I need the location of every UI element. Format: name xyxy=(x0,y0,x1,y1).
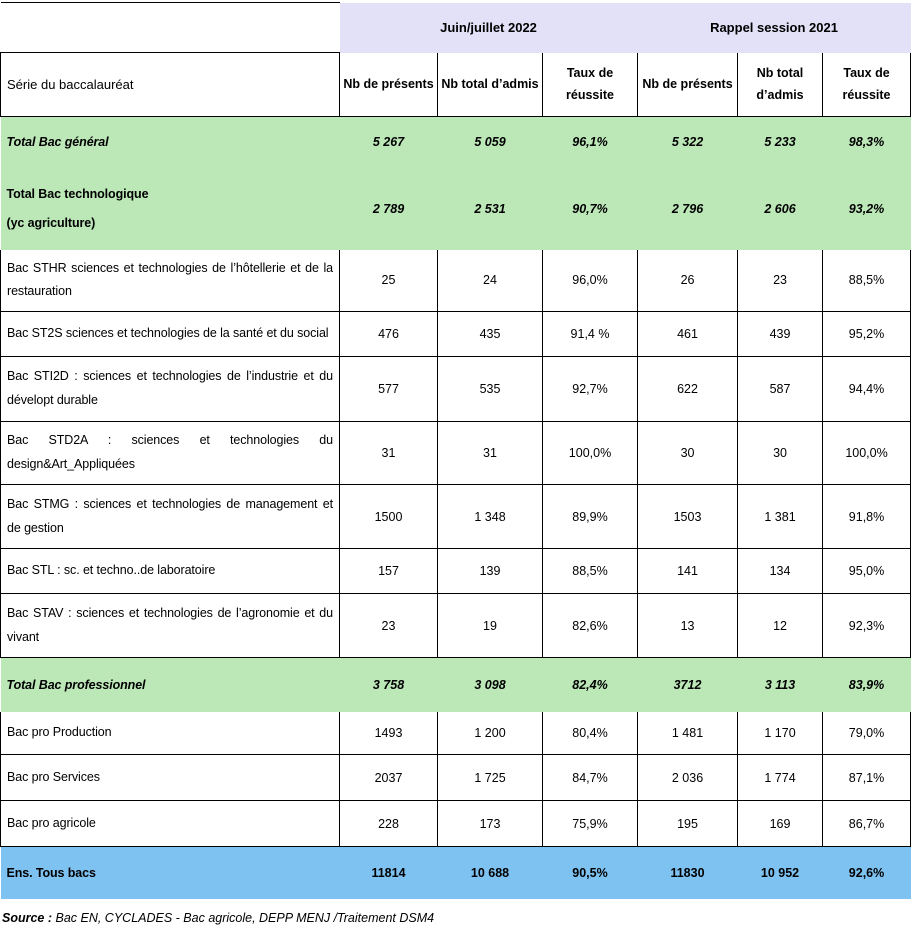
value-cell: 5 322 xyxy=(638,117,738,168)
value-cell: 577 xyxy=(340,357,438,422)
value-cell: 31 xyxy=(438,422,543,485)
value-cell: 2 789 xyxy=(340,168,438,250)
value-cell: 2 796 xyxy=(638,168,738,250)
value-cell: 11814 xyxy=(340,847,438,899)
value-cell: 80,4% xyxy=(543,712,638,755)
row-label: Bac pro Production xyxy=(1,712,340,755)
group-header-row xyxy=(1,3,911,53)
value-cell: 2037 xyxy=(340,755,438,801)
value-cell: 5 059 xyxy=(438,117,543,168)
value-cell: 24 xyxy=(438,250,543,312)
value-cell: 10 952 xyxy=(738,847,823,899)
group-header-2021: Rappel session 2021 xyxy=(638,3,911,53)
value-cell: 195 xyxy=(638,801,738,847)
value-cell: 1503 xyxy=(638,485,738,549)
value-cell: 3 098 xyxy=(438,658,543,712)
value-cell: 89,9% xyxy=(543,485,638,549)
row-label: Total Bac général xyxy=(1,117,340,168)
table-row xyxy=(1,755,911,801)
value-cell: 75,9% xyxy=(543,801,638,847)
value-cell: 92,3% xyxy=(823,594,911,658)
row-label: Bac pro agricole xyxy=(1,801,340,847)
value-cell: 12 xyxy=(738,594,823,658)
table-row xyxy=(1,658,911,712)
value-cell: 2 531 xyxy=(438,168,543,250)
row-label: Bac STI2D : sciences et technologies de l’industrie et du dévelopt durable xyxy=(1,357,340,422)
source-label: Source : xyxy=(2,910,53,925)
value-cell: 79,0% xyxy=(823,712,911,755)
table-row xyxy=(1,594,911,658)
value-cell: 82,6% xyxy=(543,594,638,658)
value-cell: 535 xyxy=(438,357,543,422)
value-cell: 23 xyxy=(738,250,823,312)
value-cell: 92,6% xyxy=(823,847,911,899)
value-cell: 1 348 xyxy=(438,485,543,549)
table-row xyxy=(1,801,911,847)
value-cell: 93,2% xyxy=(823,168,911,250)
value-cell: 3 758 xyxy=(340,658,438,712)
value-cell: 1 481 xyxy=(638,712,738,755)
value-cell: 25 xyxy=(340,250,438,312)
row-label-line1: Total Bac technologique xyxy=(6,186,149,201)
table-row xyxy=(1,168,911,250)
row-label: Bac pro Services xyxy=(1,755,340,801)
value-cell: 23 xyxy=(340,594,438,658)
row-label: Bac STHR sciences et technologies de l’hôtellerie et de la restauration xyxy=(1,250,340,312)
row-label xyxy=(1,168,340,250)
row-label: Total Bac professionnel xyxy=(1,658,340,712)
row-label: Bac STAV : sciences et technologies de l’agronomie et du vivant xyxy=(1,594,340,658)
value-cell: 96,1% xyxy=(543,117,638,168)
table-body xyxy=(1,117,911,899)
table-row xyxy=(1,357,911,422)
value-cell: 476 xyxy=(340,312,438,357)
value-cell: 1 774 xyxy=(738,755,823,801)
value-cell: 5 267 xyxy=(340,117,438,168)
value-cell: 461 xyxy=(638,312,738,357)
series-header: Série du baccalauréat xyxy=(1,53,340,117)
value-cell: 157 xyxy=(340,549,438,594)
value-cell: 30 xyxy=(638,422,738,485)
value-cell: 95,2% xyxy=(823,312,911,357)
table-row xyxy=(1,312,911,357)
value-cell: 82,4% xyxy=(543,658,638,712)
value-cell: 87,1% xyxy=(823,755,911,801)
value-cell: 31 xyxy=(340,422,438,485)
value-cell: 169 xyxy=(738,801,823,847)
value-cell: 10 688 xyxy=(438,847,543,899)
col-header-admis-2021: Nb total d’admis xyxy=(738,53,823,117)
value-cell: 3 113 xyxy=(738,658,823,712)
corner-cell xyxy=(1,3,340,53)
value-cell: 228 xyxy=(340,801,438,847)
value-cell: 84,7% xyxy=(543,755,638,801)
value-cell: 92,7% xyxy=(543,357,638,422)
table-row xyxy=(1,847,911,899)
value-cell: 96,0% xyxy=(543,250,638,312)
source-text: Bac EN, CYCLADES - Bac agricole, DEPP MENJ /Traitement DSM4 xyxy=(52,910,435,925)
source-note xyxy=(2,911,913,925)
row-label: Ens. Tous bacs xyxy=(1,847,340,899)
col-header-taux-2021: Taux de réussite xyxy=(823,53,911,117)
value-cell: 13 xyxy=(638,594,738,658)
value-cell: 1 381 xyxy=(738,485,823,549)
table-row xyxy=(1,549,911,594)
value-cell: 91,8% xyxy=(823,485,911,549)
row-label: Bac ST2S sciences et technologies de la santé et du social xyxy=(1,312,340,357)
col-header-presents-2022: Nb de présents xyxy=(340,53,438,117)
value-cell: 88,5% xyxy=(543,549,638,594)
bac-results-table xyxy=(0,2,911,899)
value-cell: 587 xyxy=(738,357,823,422)
value-cell: 1500 xyxy=(340,485,438,549)
value-cell: 100,0% xyxy=(543,422,638,485)
value-cell: 139 xyxy=(438,549,543,594)
value-cell: 2 606 xyxy=(738,168,823,250)
value-cell: 622 xyxy=(638,357,738,422)
value-cell: 90,5% xyxy=(543,847,638,899)
value-cell: 1 170 xyxy=(738,712,823,755)
value-cell: 94,4% xyxy=(823,357,911,422)
value-cell: 90,7% xyxy=(543,168,638,250)
column-header-row xyxy=(1,53,911,117)
group-header-2022: Juin/juillet 2022 xyxy=(340,3,638,53)
row-label: Bac STMG : sciences et technologies de management et de gestion xyxy=(1,485,340,549)
col-header-taux-2022: Taux de réussite xyxy=(543,53,638,117)
row-label-line2: (yc agriculture) xyxy=(6,216,96,230)
value-cell: 83,9% xyxy=(823,658,911,712)
value-cell: 173 xyxy=(438,801,543,847)
value-cell: 98,3% xyxy=(823,117,911,168)
value-cell: 95,0% xyxy=(823,549,911,594)
value-cell: 1 725 xyxy=(438,755,543,801)
value-cell: 88,5% xyxy=(823,250,911,312)
table-row xyxy=(1,422,911,485)
value-cell: 19 xyxy=(438,594,543,658)
col-header-presents-2021: Nb de présents xyxy=(638,53,738,117)
value-cell: 5 233 xyxy=(738,117,823,168)
value-cell: 435 xyxy=(438,312,543,357)
value-cell: 439 xyxy=(738,312,823,357)
row-label: Bac STD2A : sciences et technologies du design&Art_Appliquées xyxy=(1,422,340,485)
col-header-admis-2022: Nb total d’admis xyxy=(438,53,543,117)
table-row xyxy=(1,712,911,755)
value-cell: 141 xyxy=(638,549,738,594)
table-row xyxy=(1,117,911,168)
value-cell: 1 200 xyxy=(438,712,543,755)
value-cell: 30 xyxy=(738,422,823,485)
value-cell: 91,4 % xyxy=(543,312,638,357)
value-cell: 1493 xyxy=(340,712,438,755)
value-cell: 100,0% xyxy=(823,422,911,485)
value-cell: 11830 xyxy=(638,847,738,899)
value-cell: 26 xyxy=(638,250,738,312)
value-cell: 2 036 xyxy=(638,755,738,801)
value-cell: 134 xyxy=(738,549,823,594)
table-row xyxy=(1,485,911,549)
row-label: Bac STL : sc. et techno..de laboratoire xyxy=(1,549,340,594)
value-cell: 3712 xyxy=(638,658,738,712)
value-cell: 86,7% xyxy=(823,801,911,847)
table-row xyxy=(1,250,911,312)
